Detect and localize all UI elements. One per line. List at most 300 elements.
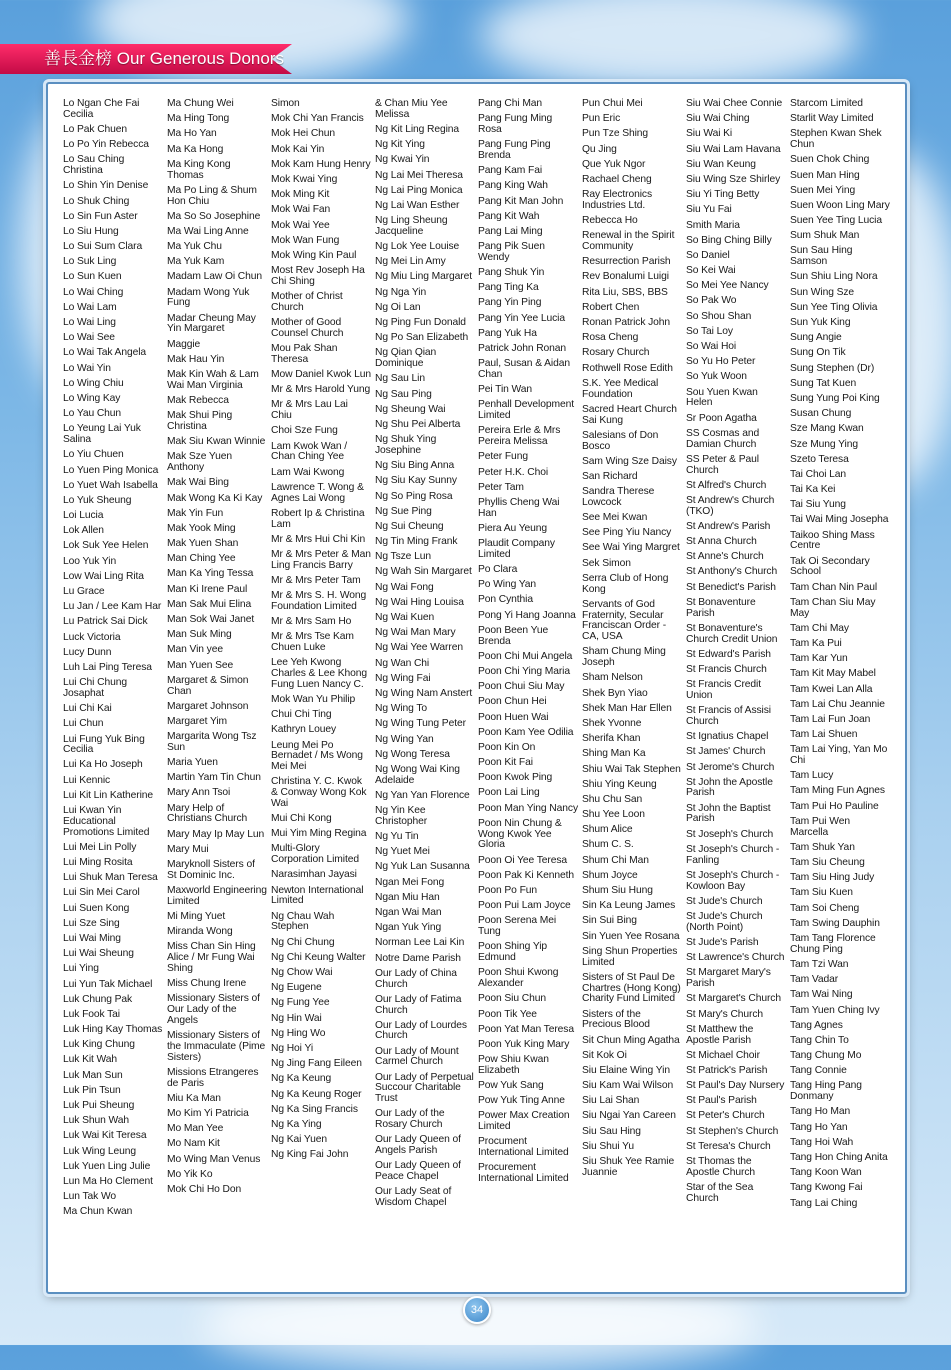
- donor-name: Lee Yeh Kwong Charles & Lee Khong Fung Luen Nancy C.: [271, 657, 367, 690]
- donor-name: St Bonaventure Parish: [686, 596, 756, 619]
- donor-name: Missionary Sisters of the Immaculate (Pime Sisters): [167, 1030, 266, 1063]
- donor-name: Tam Kit May Mabel: [790, 668, 876, 680]
- donor-name: St Matthew the Apostle Parish: [686, 1023, 754, 1046]
- donor-name: Mok Wan Fung: [271, 234, 340, 246]
- donor-name: So Bing Ching Billy: [686, 234, 772, 246]
- donor-name: Rebecca Ho: [582, 215, 638, 227]
- donor-name: Tam Swing Dauphin: [790, 917, 880, 929]
- donor-name: Luk Man Sun: [63, 1069, 123, 1081]
- donor-name: Ng Fung Yee: [271, 997, 330, 1009]
- donor-name: Ngan Wai Man: [375, 906, 442, 918]
- donor-name: Siu Ngai Yan Careen: [582, 1110, 676, 1122]
- donor-name: Ng Eugene: [271, 982, 322, 994]
- donor-name: Kathryn Louey: [271, 724, 337, 736]
- donor-name: Multi-Glory Corporation Limited: [271, 843, 359, 866]
- donor-name: So Wai Hoi: [686, 341, 737, 352]
- donor-name: Ng Sheung Wai: [375, 403, 446, 415]
- donor-name: Sun Wing Sze: [790, 286, 855, 298]
- donor-column: [790, 99, 890, 1214]
- donor-name: St James' Church: [686, 746, 766, 758]
- donor-name: Poon Tik Yee: [478, 1008, 537, 1020]
- donor-name: Mr & Mrs Hui Chi Kin: [271, 533, 366, 545]
- donor-name: St Jude's Church (North Point): [686, 911, 763, 933]
- donor-name: Man Sok Wai Janet: [167, 614, 255, 626]
- donor-name: St Joseph's Church - Kowloon Bay: [686, 869, 780, 892]
- donor-name: Miu Ka Man: [167, 1092, 221, 1104]
- donor-name: Mr & Mrs Peter & Man Ling Francis Barry: [271, 548, 371, 571]
- donor-name: Poon Kit Fai: [478, 757, 533, 769]
- donor-name: Mui Yim Ming Regina: [271, 828, 367, 840]
- donor-name: Ng Hing Wo: [271, 1027, 326, 1039]
- donor-name: St Joseph's Church - Fanling: [686, 843, 780, 866]
- donor-name: Lu Grace: [63, 586, 105, 598]
- donor-name: Choi Sze Fung: [271, 425, 338, 437]
- donor-name: Our Lady Seat of Wisdom Chapel: [375, 1186, 452, 1209]
- donor-name: Mok Chi Yan Francis: [271, 113, 364, 125]
- donor-name: Madam Law Oi Chun: [167, 271, 263, 283]
- donor-name: Poon Lai Ling: [478, 787, 540, 799]
- donor-name: Ma Yuk Kam: [167, 256, 225, 268]
- donor-name: Sum Shuk Man: [790, 230, 860, 242]
- donor-name: Tam Tzi Wan: [790, 958, 849, 970]
- donor-name: Ng Tin Ming Frank: [375, 536, 458, 548]
- donor-name: Ng Miu Ling Margaret: [375, 271, 473, 283]
- donor-name: Lo Pak Chuen: [63, 123, 128, 135]
- donor-name: Ng Jing Fang Eileen: [271, 1058, 362, 1070]
- donor-name: St Margaret's Church: [686, 993, 781, 1005]
- donor-name: Lui Ming Rosita: [63, 857, 133, 869]
- donor-name: Tang Ho Man: [790, 1106, 851, 1118]
- donor-name: Ng Ka Keung: [271, 1073, 332, 1085]
- donor-name: Poon Serena Mei Tung: [478, 915, 557, 938]
- donor-name: Sr Poon Agatha: [686, 412, 757, 424]
- donor-name: Newton International Limited: [271, 884, 364, 907]
- donor-name: Mou Pak Shan Theresa: [271, 343, 338, 365]
- donor-name: Lui Mei Lin Polly: [63, 841, 137, 853]
- cloud: [480, 0, 860, 90]
- donor-name: Sun Sau Hing Samson: [790, 245, 853, 268]
- donor-name: Power Max Creation Limited: [478, 1110, 570, 1133]
- donor-name: S.K. Yee Medical Foundation: [582, 377, 659, 400]
- donor-name: Luk Pin Tsun: [63, 1084, 121, 1096]
- donor-name: Loo Yuk Yin: [63, 555, 117, 567]
- donor-name: Tang Hon Ching Anita: [790, 1151, 888, 1163]
- donor-name: Ng Wai Hing Louisa: [375, 596, 464, 608]
- donor-name: Ngan Miu Han: [375, 891, 440, 903]
- donor-name: Our Lady Queen of Angels Parish: [375, 1134, 461, 1157]
- donor-name: Sun Yuk King: [790, 317, 851, 329]
- donor-name: St Andrew's Church (TKO): [686, 494, 775, 517]
- donor-name: Man Yuen See: [167, 659, 234, 671]
- donor-name: Shu Yee Loon: [582, 809, 645, 821]
- donor-name: Lo Siu Hung: [63, 225, 119, 237]
- donor-name: Ng Lai Mei Theresa: [375, 169, 463, 181]
- donor-name: Siu Wan Keung: [686, 158, 756, 170]
- donor-name: Mo Yik Ko: [167, 1168, 213, 1180]
- donor-name: Mary May Ip May Lun: [167, 828, 265, 840]
- donor-name: Lui Ka Ho Joseph: [63, 759, 143, 771]
- donor-name: Taikoo Shing Mass Centre: [790, 529, 875, 552]
- donor-name: Sit Chun Ming Agatha: [582, 1034, 680, 1046]
- donor-name: Mak Sze Yuen Anthony: [167, 451, 233, 474]
- donor-name: St Francis of Assisi Church: [686, 705, 771, 727]
- donor-name: Mok Hei Chun: [271, 128, 336, 140]
- donor-name: Mary Help of Christians Church: [167, 802, 248, 825]
- donor-name: Sam Wing Sze Daisy: [582, 455, 677, 467]
- donor-name: Sisters of the Precious Blood: [582, 1008, 650, 1031]
- donor-name: Luk Wai Kit Teresa: [63, 1130, 147, 1142]
- donor-name: Pun Tze Shing: [582, 128, 649, 140]
- donor-name: St Stephen's Church: [686, 1125, 779, 1137]
- page-title: 善長金榜 Our Generous Donors: [44, 49, 284, 68]
- donor-name: Tam Lucy: [790, 770, 834, 782]
- donor-name: Poon Chun Hei: [478, 696, 547, 708]
- donor-name: Shum Chi Man: [582, 854, 649, 866]
- donor-name: Poon Shing Yip Edmund: [478, 941, 548, 964]
- donor-name: St Alfred's Church: [686, 479, 767, 491]
- donor-name: Martin Yam Tin Chun: [167, 772, 261, 784]
- donor-name: Poon Po Fun: [478, 885, 538, 897]
- donor-name: Ng King Fai John: [271, 1149, 349, 1161]
- donor-name: Ng Chau Wah Stephen: [271, 910, 335, 933]
- donor-name: Pang Kit Man John: [478, 195, 564, 207]
- donor-name: Lui Kit Lin Katherine: [63, 789, 154, 801]
- donor-name: Poon Kwok Ping: [478, 772, 553, 784]
- donor-name: Pang Yin Yee Lucia: [478, 312, 565, 324]
- donor-name: Mr & Mrs Sam Ho: [271, 616, 352, 628]
- donor-name: Ma Ho Yan: [167, 128, 217, 140]
- donor-name: Tam Lai Ying, Yan Mo Chi: [790, 744, 888, 767]
- donor-name: Tang Connie: [790, 1065, 847, 1077]
- donor-name: SS Cosmas and Damian Church: [686, 427, 760, 450]
- donor-name: Lok Allen: [63, 525, 104, 537]
- donor-name: Mok Wai Yee: [271, 219, 330, 231]
- donor-name: Ma So So Josephine: [167, 210, 261, 222]
- donor-name: Tam Chan Siu May May: [790, 596, 876, 619]
- donor-name: Serra Club of Hong Kong: [582, 572, 669, 595]
- donor-name: Suen Woon Ling Mary: [790, 199, 890, 211]
- donor-name: Tai Ka Kei: [790, 484, 836, 496]
- donor-name: Suen Chok Ching: [790, 154, 870, 166]
- donor-name: St Edward's Parish: [686, 648, 771, 660]
- donor-name: Shu Chu San: [582, 793, 643, 805]
- donor-name: Sham Chung Ming Joseph: [582, 646, 666, 669]
- donor-name: St Teresa's Church: [686, 1140, 771, 1152]
- donor-name: Lo Sui Sum Clara: [63, 241, 143, 253]
- donor-name: Pang King Wah: [478, 180, 548, 192]
- donor-name: Mak Wong Ka Ki Kay: [167, 492, 263, 504]
- donor-name: Ng Wing Yan: [375, 733, 434, 745]
- donor-name: Sandra Therese Lowcock: [582, 486, 655, 508]
- donor-name: Star of the Sea Church: [686, 1182, 754, 1204]
- donor-name: Mak Wai Bing: [167, 477, 229, 489]
- donor-name: Lui Kwan Yin Educational Promotions Limited: [63, 805, 150, 838]
- donor-name: Tai Wai Ming Josepha: [790, 514, 889, 526]
- donor-name: Shek Byn Yiao: [582, 687, 648, 699]
- donor-name: Mok Wai Fan: [271, 204, 331, 216]
- donor-name: Robert Ip & Christina Lam: [271, 507, 365, 530]
- donor-name: Sin Sui Bing: [582, 915, 637, 927]
- donor-name: Pang Yin Ping: [478, 297, 542, 309]
- donor-name: Mok Ming Kit: [271, 189, 330, 201]
- donor-name: Lun Ma Ho Clement: [63, 1175, 153, 1187]
- donor-name: Tang Hoi Wah: [790, 1136, 854, 1148]
- donor-name: Miranda Wong: [167, 926, 233, 938]
- donor-name: Poon Yuk King Mary: [478, 1038, 570, 1050]
- donor-name: Man Suk Ming: [167, 629, 232, 641]
- donor-name: Siu Wai Ching: [686, 113, 750, 125]
- donor-name: Procurement International Limited: [478, 1162, 569, 1185]
- donor-name: Rita Liu, SBS, BBS: [582, 286, 668, 298]
- donor-name: Lo Wai Yin: [63, 362, 111, 374]
- donor-name: Ng Wai Man Mary: [375, 627, 456, 639]
- donor-name: Poon Man Ying Nancy: [478, 802, 578, 814]
- donor-name: Ng Hoi Yi: [271, 1042, 314, 1054]
- donor-name: Ng So Ping Rosa: [375, 490, 453, 502]
- donor-name: Pang Lai Ming: [478, 225, 543, 237]
- donor-name: St Paul's Day Nursery: [686, 1080, 785, 1092]
- donor-name: Tang Koon Wan: [790, 1167, 862, 1179]
- donor-name: Our Lady of Fatima Church: [375, 993, 462, 1016]
- donor-name: Siu Yu Fai: [686, 204, 732, 216]
- donor-name: Lo Wai Tak Angela: [63, 347, 147, 359]
- donor-name: Lui Chi Kai: [63, 703, 112, 715]
- donor-name: Lui Kennic: [63, 774, 111, 786]
- donor-name: Lo Suk Ling: [63, 256, 117, 268]
- donor-name: Miss Chung Irene: [167, 978, 247, 990]
- donor-name: Lo Yeung Lai Yuk Salina: [63, 423, 141, 446]
- donor-name: See Mei Kwan: [582, 512, 648, 524]
- donor-name: Lui Sze Sing: [63, 917, 120, 929]
- donor-name: Mak Yin Fun: [167, 507, 224, 519]
- donor-name: Siu Wing Sze Shirley: [686, 173, 781, 185]
- donor-name: Most Rev Joseph Ha Chi Shing: [271, 265, 365, 287]
- donor-name: St Margaret Mary's Parish: [686, 967, 771, 990]
- donor-name: Ma Yuk Chu: [167, 241, 222, 253]
- donor-name: Mr & Mrs Harold Yung: [271, 384, 371, 396]
- donor-name: Lui Suen Kong: [63, 902, 130, 914]
- donor-name: Po Wing Yan: [478, 579, 537, 591]
- donor-name: Lu Patrick Sai Dick: [63, 616, 148, 628]
- donor-name: Lo Yuk Sheung: [63, 494, 132, 506]
- donor-name: Maria Yuen: [167, 757, 218, 769]
- donor-name: Lo Yuen Ping Monica: [63, 464, 159, 476]
- donor-name: Tai Siu Yung: [790, 499, 846, 511]
- donor-column: [478, 99, 578, 1189]
- donor-name: Ng Chow Wai: [271, 967, 333, 978]
- donor-name: Lo Yuet Wah Isabella: [63, 479, 158, 491]
- donor-name: St Anna Church: [686, 536, 757, 548]
- donor-name: Rosa Cheng: [582, 332, 639, 344]
- donor-name: Poon Huen Wai: [478, 711, 549, 723]
- donor-column: [167, 99, 267, 1200]
- donor-name: Starcom Limited: [790, 98, 863, 109]
- donor-name: Tang Chin To: [790, 1034, 849, 1046]
- donor-name: Tam Tang Florence Chung Ping: [790, 932, 876, 955]
- donor-name: Maggie: [167, 338, 201, 350]
- donor-name: Ng Nga Yin: [375, 286, 427, 298]
- donor-name: Simon: [271, 98, 300, 109]
- donor-name: Poon Pui Lam Joyce: [478, 900, 571, 912]
- donor-name: Tam Pui Wen Marcella: [790, 815, 850, 838]
- donor-name: Mak Kin Wah & Lam Wai Man Virginia: [167, 369, 259, 391]
- donor-name: Luk Yuen Ling Julie: [63, 1160, 151, 1172]
- donor-name: Ng Yuet Mei: [375, 846, 430, 858]
- donor-name: Ng Sau Lin: [375, 373, 425, 385]
- donor-name: St Michael Choir: [686, 1049, 760, 1061]
- donor-name: Lo Wai Ling: [63, 317, 116, 329]
- donor-name: Sing Shun Properties Limited: [582, 945, 678, 968]
- donor-name: Ng Qian Qian Dominique: [375, 347, 437, 370]
- donor-name: Sun Yee Ting Olivia: [790, 301, 878, 313]
- donor-name: Pun Eric: [582, 113, 621, 125]
- donor-name: Pow Yuk Sang: [478, 1080, 544, 1092]
- donor-name: Sou Yuen Kwan Helen: [686, 386, 758, 409]
- donor-name: Pang Kam Fai: [478, 165, 543, 177]
- donor-name: Tam Kar Yun: [790, 653, 848, 665]
- donor-name: Sin Yuen Yee Rosana: [582, 930, 680, 942]
- donor-name: Starlit Way Limited: [790, 113, 874, 125]
- donor-name: Pereira Erle & Mrs Pereira Melissa: [478, 425, 561, 448]
- donor-name: Ng Sui Cheung: [375, 520, 444, 532]
- donor-name: Szeto Teresa: [790, 453, 849, 465]
- donor-name: Mary Ann Tsoi: [167, 787, 231, 799]
- donor-name: Mow Daniel Kwok Lun: [271, 369, 371, 380]
- donor-name: Luh Lai Ping Teresa: [63, 661, 152, 673]
- donor-name: Lo Wing Kay: [63, 392, 121, 404]
- donor-name: Notre Dame Parish: [375, 952, 461, 964]
- donor-name: Poon Chi Ying Maria: [478, 665, 570, 677]
- donor-name: Lo Sau Ching Christina: [63, 154, 125, 177]
- donor-name: SS Peter & Paul Church: [686, 453, 759, 476]
- donor-name: Margaret Johnson: [167, 700, 249, 712]
- donor-name: Patrick John Ronan: [478, 343, 567, 355]
- donor-name: Ng Tsze Lun: [375, 551, 431, 563]
- donor-name: St Jude's Church: [686, 895, 763, 907]
- donor-name: Sze Mang Kwan: [790, 423, 864, 435]
- donor-name: Siu Kam Wai Wilson: [582, 1080, 674, 1092]
- donor-name: Piera Au Yeung: [478, 522, 548, 534]
- donor-name: St Bonaventure's Church Credit Union: [686, 622, 778, 645]
- donor-name: Siu Shuk Yee Ramie Juannie: [582, 1156, 675, 1178]
- donor-name: Luk Fook Tai: [63, 1008, 120, 1020]
- donor-name: Ng Sau Ping: [375, 388, 432, 400]
- donor-name: Rothwell Rose Edith: [582, 362, 673, 374]
- donor-name: Luk Wing Leung: [63, 1145, 137, 1157]
- donor-name: Sung Stephen (Dr): [790, 362, 875, 374]
- donor-name: Poon Kin On: [478, 741, 536, 753]
- donor-name: Lui Sin Mei Carol: [63, 887, 140, 899]
- donor-name: Ng Lai Ping Monica: [375, 184, 463, 196]
- donor-name: Mr & Mrs S. H. Wong Foundation Limited: [271, 590, 367, 612]
- donor-name: Qu Jing: [582, 143, 617, 155]
- donor-name: Poon Chi Mui Angela: [478, 650, 573, 662]
- donor-name: Pon Cynthia: [478, 594, 533, 606]
- donor-name: Smith Maria: [686, 219, 740, 231]
- donor-name: Tam Lai Fun Joan: [790, 713, 871, 725]
- donor-name: Pun Chui Mei: [582, 98, 643, 109]
- donor-name: Pang Shuk Yin: [478, 267, 545, 279]
- donor-name: St Andrew's Parish: [686, 520, 771, 532]
- donor-name: Lui Chi Chung Josaphat: [63, 677, 127, 699]
- donor-name: Ma Wai Ling Anne: [167, 225, 249, 237]
- donor-name: Siu Elaine Wing Yin: [582, 1064, 670, 1076]
- donor-name: Shing Man Ka: [582, 748, 646, 760]
- donor-name: So Tai Loy: [686, 325, 733, 337]
- donor-name: St Joseph's Church: [686, 828, 774, 840]
- donor-name: Siu Yi Ting Betty: [686, 189, 760, 201]
- donor-name: Mo Man Yee: [167, 1123, 224, 1135]
- donor-name: Ng Wing Tung Peter: [375, 718, 466, 730]
- donor-name: Pang Ting Ka: [478, 282, 539, 294]
- donor-name: Man Sak Mui Elina: [167, 598, 252, 610]
- donor-name: Ng Wing Nam Anstert: [375, 687, 473, 699]
- donor-name: Rev Bonalumi Luigi: [582, 271, 669, 283]
- donor-name: Ng Ka Ying: [271, 1118, 322, 1130]
- donor-name: Mak Yook Ming: [167, 522, 236, 534]
- donor-name: Luck Victoria: [63, 631, 121, 643]
- donor-name: St Mary's Church: [686, 1008, 764, 1020]
- donor-name: Mo Nam Kit: [167, 1138, 220, 1150]
- donor-name: Maxworld Engineering Limited: [167, 885, 267, 907]
- donor-name: St Ignatius Chapel: [686, 731, 769, 743]
- donor-name: Ng Wong Teresa: [375, 748, 450, 760]
- donor-name: St Francis Church: [686, 663, 767, 675]
- donor-name: Pei Tin Wan: [478, 384, 533, 396]
- donor-name: Siu Wai Lam Havana: [686, 143, 781, 155]
- donor-name: Sze Mung Ying: [790, 438, 858, 450]
- donor-name: Ng Wah Sin Margaret: [375, 566, 472, 578]
- donor-name: Poon Nin Chung & Wong Kwok Yee Gloria: [478, 817, 562, 851]
- donor-name: Mother of Good Counsel Church: [271, 317, 344, 339]
- donor-name: Lui Wai Ming: [63, 932, 121, 944]
- donor-name: Ng Yin Kee Christopher: [375, 805, 428, 827]
- donor-name: Sham Nelson: [582, 672, 643, 684]
- donor-name: Tak Oi Secondary School: [790, 555, 870, 578]
- donor-name: Siu Wai Ki: [686, 128, 733, 140]
- donor-name: Maryknoll Sisters of St Dominic Inc.: [167, 859, 255, 881]
- donor-name: St Lawrence's Church: [686, 952, 785, 964]
- donor-name: Robert Chen: [582, 301, 640, 313]
- donor-name: Tam Soi Cheng: [790, 902, 860, 914]
- donor-name: Mok Chi Ho Don: [167, 1184, 242, 1196]
- donor-name: Ng Siu Kay Sunny: [375, 475, 457, 487]
- donor-name: Tang Ho Yan: [790, 1121, 848, 1133]
- donor-name: Lui Chun: [63, 718, 104, 730]
- donor-name: Peter Tam: [478, 481, 524, 493]
- donor-name: Shiu Wai Tak Stephen: [582, 763, 681, 775]
- donor-name: Po Clara: [478, 564, 518, 576]
- donor-name: Procument International Limited: [478, 1136, 569, 1159]
- donor-name: Lo Shin Yin Denise: [63, 180, 149, 192]
- donor-name: St Paul's Parish: [686, 1095, 757, 1107]
- donor-name: Ng Oi Lan: [375, 301, 421, 313]
- donor-name: & Chan Miu Yee Melissa: [375, 98, 448, 120]
- donor-name: Luk Kit Wah: [63, 1054, 118, 1066]
- donor-name: Mak Rebecca: [167, 394, 229, 406]
- donor-name: Mak Hau Yin: [167, 353, 225, 365]
- donor-name: Ng Wong Wai King Adelaide: [375, 763, 460, 786]
- donor-name: Siu Shui Yu: [582, 1140, 634, 1152]
- donor-name: Poon Yat Man Teresa: [478, 1023, 574, 1035]
- donor-name: Ng Yuk Lan Susanna: [375, 861, 470, 873]
- donor-name: Madam Wong Yuk Fung: [167, 286, 250, 309]
- donor-name: Shum Alice: [582, 824, 633, 836]
- donor-column: [271, 99, 371, 1165]
- donor-name: Peter H.K. Choi: [478, 466, 549, 478]
- donor-name: Pang Kit Wah: [478, 210, 540, 222]
- donor-name: Our Lady of Lourdes Church: [375, 1019, 467, 1042]
